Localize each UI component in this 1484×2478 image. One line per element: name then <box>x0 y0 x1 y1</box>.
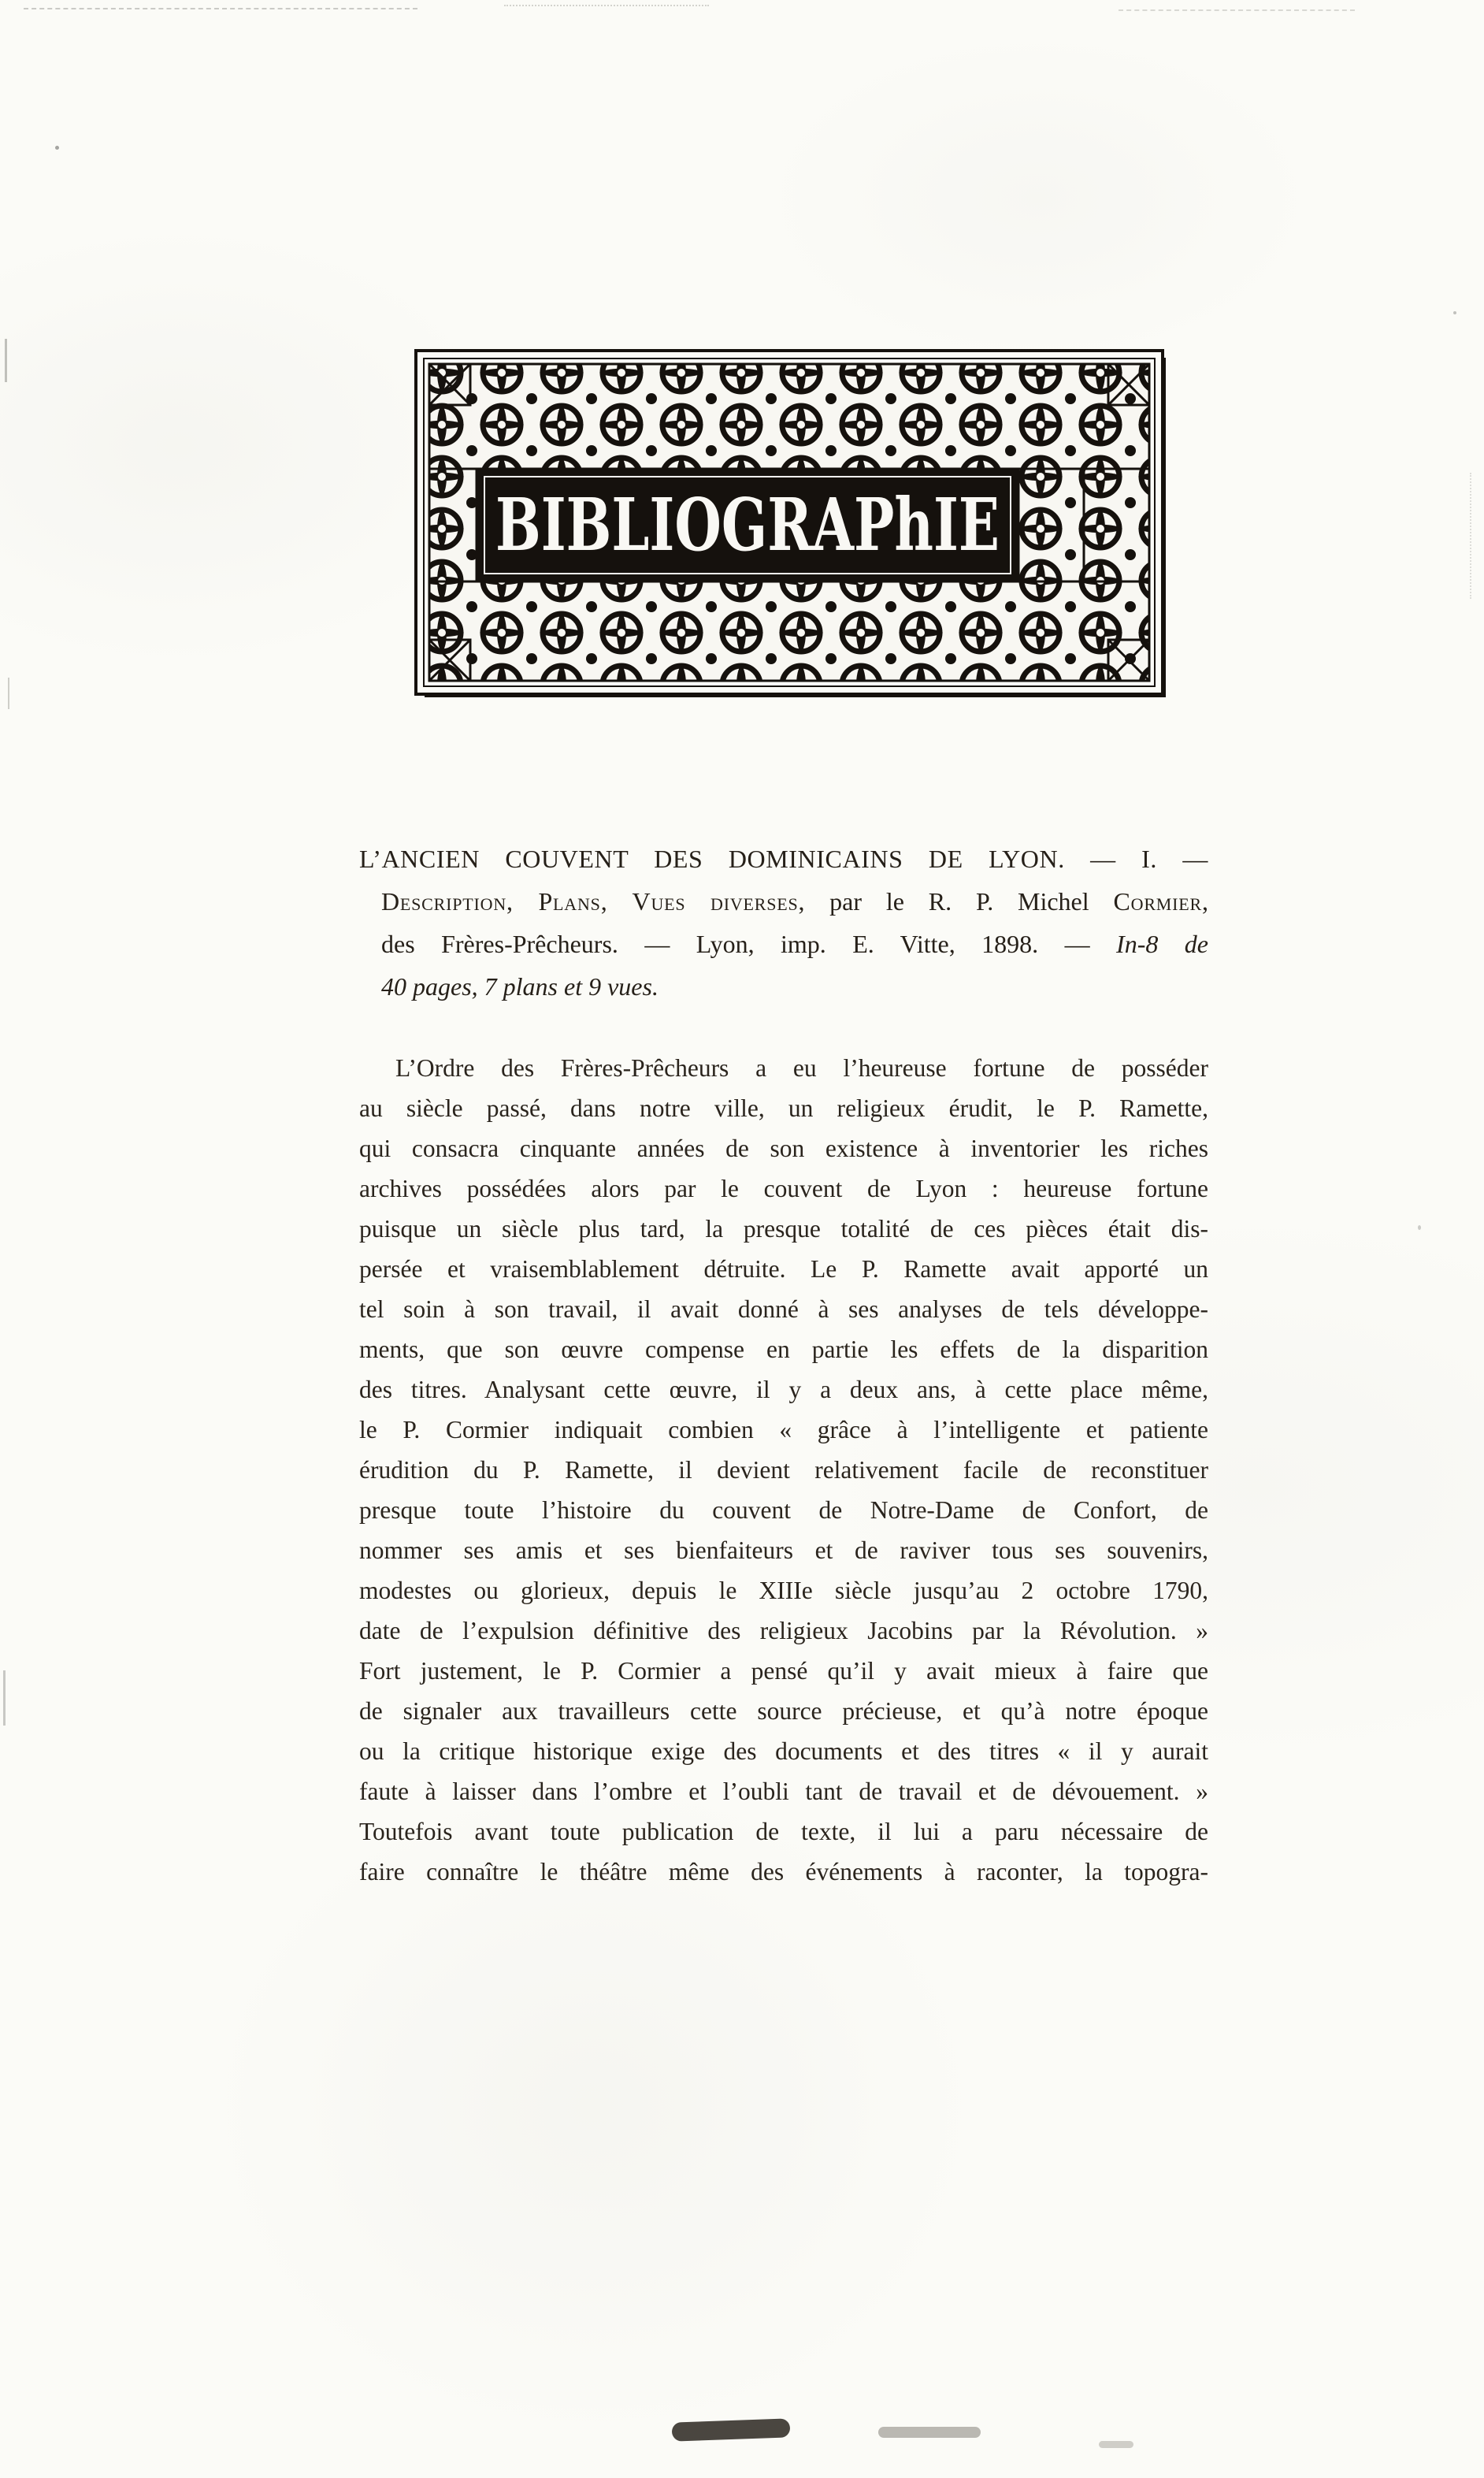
text-segment: Cormier <box>1113 887 1202 916</box>
body-line: archives possédées alors par le couvent de Lyon : heureuse fortune <box>359 1175 1208 1202</box>
scan-artifact <box>55 146 59 150</box>
body-line: puisque un siècle plus tard, la presque totalité de ces pièces était dis- <box>359 1215 1208 1243</box>
citation-line <box>359 880 1208 923</box>
text-segment: par le R. P. Michel <box>805 887 1114 916</box>
body-line: presque toute l’histoire du couvent de Notre-Dame de Confort, de <box>359 1496 1208 1524</box>
text-segment: , <box>1202 887 1208 916</box>
citation-line <box>359 965 1208 1008</box>
body-line: Toutefois avant toute publication de texte, il lui a paru nécessaire de <box>359 1818 1208 1845</box>
body-line: de signaler aux travailleurs cette source précieuse, et qu’à notre époque <box>359 1697 1208 1725</box>
scan-artifact <box>1453 311 1456 314</box>
text-segment: des Frères-Prêcheurs. — Lyon, imp. E. Vitte, 1898. — <box>381 930 1117 958</box>
body-line: ments, que son œuvre compense en partie les effets de la disparition <box>359 1336 1208 1363</box>
citation-heading <box>359 838 1208 1008</box>
text-segment: Description, Plans, Vues diverses, <box>381 887 806 916</box>
scan-artifact <box>24 8 417 9</box>
body-line: date de l’expulsion définitive des religieux Jacobins par la Révolution. » <box>359 1617 1208 1644</box>
body-line: des titres. Analysant cette œuvre, il y a deux ans, à cette place même, <box>359 1376 1208 1403</box>
body-line: érudition du P. Ramette, il devient relativement facile de reconstituer <box>359 1456 1208 1484</box>
body-line: tel soin à son travail, il avait donné à ses analyses de tels développe- <box>359 1295 1208 1323</box>
bibliographie-banner <box>412 347 1167 698</box>
body-line: au siècle passé, dans notre ville, un religieux érudit, le P. Ramette, <box>359 1094 1208 1122</box>
body-line: le P. Cormier indiquait combien « grâce à l’intelligente et patiente <box>359 1416 1208 1443</box>
scan-artifact <box>3 1670 6 1726</box>
body-line: persée et vraisemblablement détruite. Le P. Ramette avait apporté un <box>359 1255 1208 1283</box>
ink-smudge <box>878 2427 981 2438</box>
body-line: modestes ou glorieux, depuis le XIIIe siècle jusqu’au 2 octobre 1790, <box>359 1577 1208 1604</box>
scan-artifact <box>1470 473 1471 599</box>
ink-smudge <box>672 2418 791 2441</box>
text-segment: In-8 de <box>1116 930 1209 958</box>
text-segment: 40 pages, 7 plans et 9 vues. <box>381 972 659 1001</box>
scan-artifact <box>8 678 9 709</box>
scan-artifact <box>1119 9 1355 11</box>
body-line: nommer ses amis et ses bienfaiteurs et de raviver tous ses souvenirs, <box>359 1536 1208 1564</box>
body-line: faire connaître le théâtre même des événements à raconter, la topogra- <box>359 1858 1208 1885</box>
scan-artifact <box>1418 1225 1421 1230</box>
body-line: L’Ordre des Frères-Prêcheurs a eu l’heureuse fortune de posséder <box>395 1054 1208 1082</box>
banner-title: BIBLIOGRAPhIE <box>495 482 1000 567</box>
banner-ornament <box>412 347 1167 698</box>
body-line: Fort justement, le P. Cormier a pensé qu’il y avait mieux à faire que <box>359 1657 1208 1685</box>
body-line: ou la critique historique exige des documents et des titres « il y aurait <box>359 1737 1208 1765</box>
body-paragraph <box>359 1048 1208 1892</box>
citation-line <box>359 838 1208 880</box>
body-line: qui consacra cinquante années de son existence à inventorier les riches <box>359 1135 1208 1162</box>
scan-artifact <box>504 5 709 6</box>
body-line: faute à laisser dans l’ombre et l’oubli tant de travail et de dévouement. » <box>359 1778 1208 1805</box>
scan-artifact <box>5 339 7 382</box>
ink-smudge <box>1099 2441 1133 2448</box>
text-segment: L’ANCIEN COUVENT DES DOMINICAINS DE LYON. — I. — <box>359 845 1208 873</box>
citation-line <box>359 923 1208 965</box>
